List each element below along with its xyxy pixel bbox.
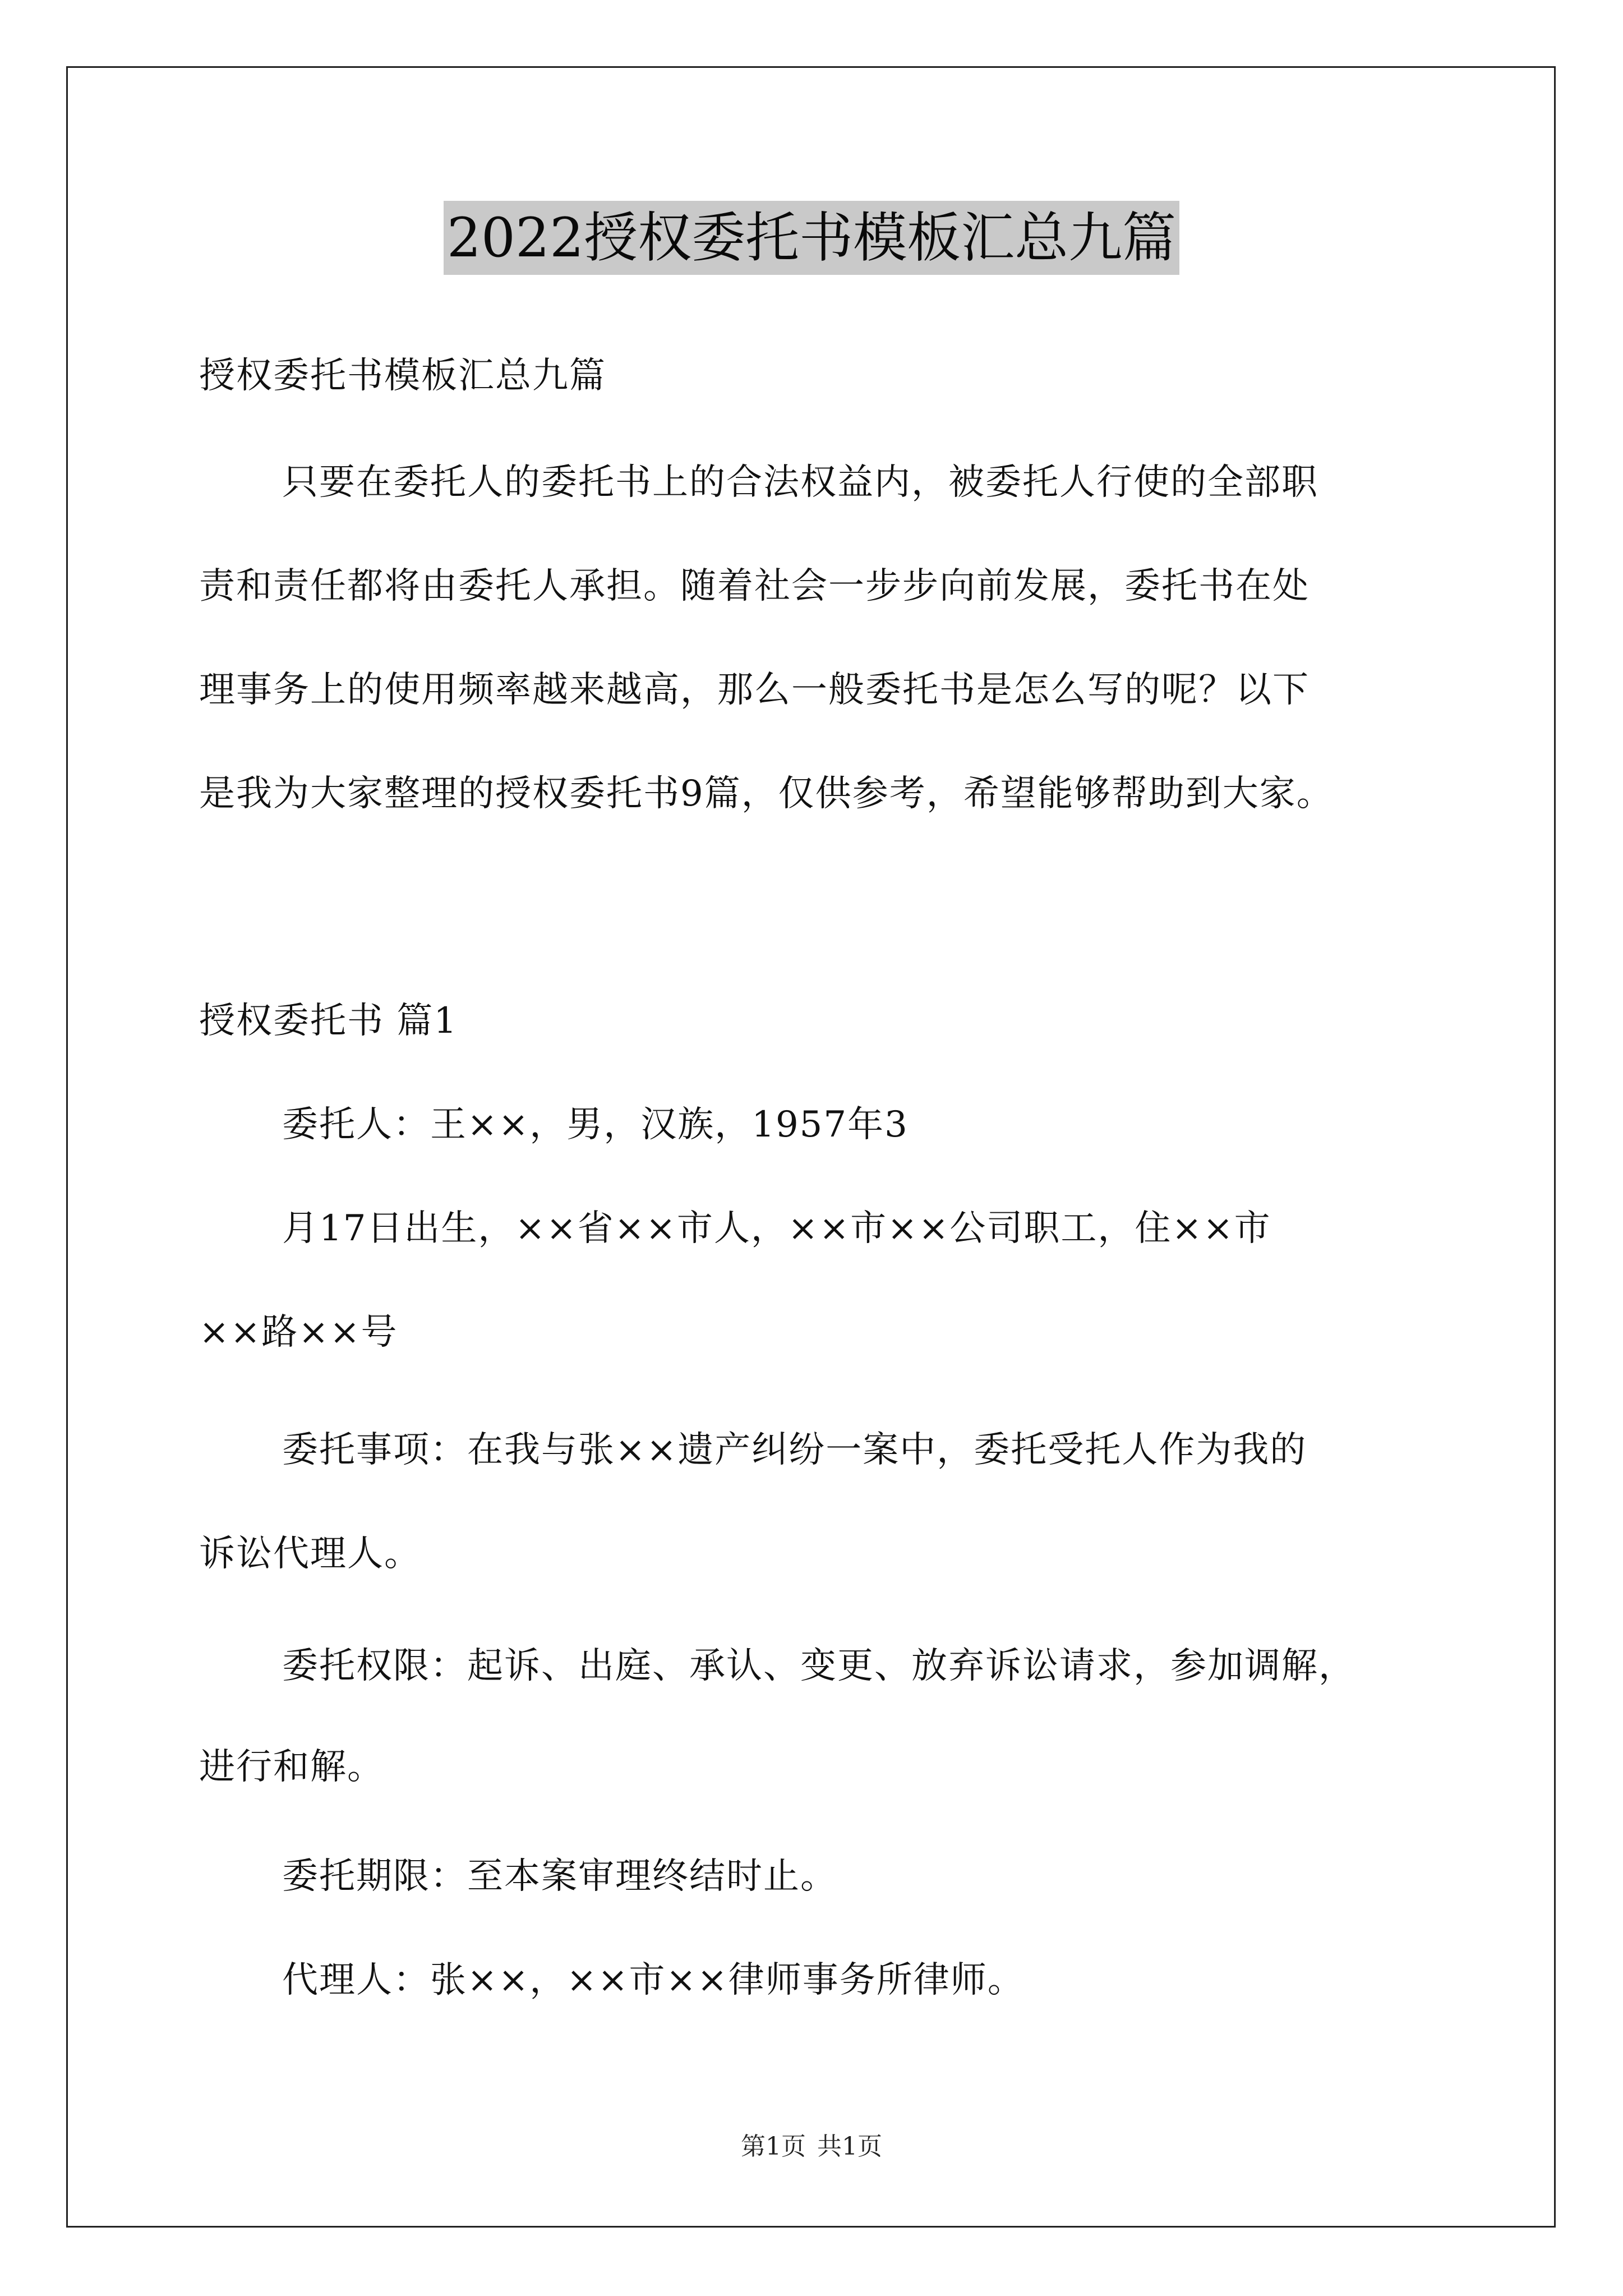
- intro-line-2: 责和责任都将由委托人承担。随着社会一步步向前发展，委托书在处: [199, 565, 1310, 607]
- section-heading: 授权委托书 篇1: [199, 1000, 458, 1042]
- page-footer: 第1页 共1页: [741, 2132, 882, 2161]
- subtitle: 授权委托书模板汇总九篇: [199, 355, 606, 397]
- section-line-6: 委托权限：起诉、出庭、承认、变更、放弃诉讼请求，参加调解，: [282, 1645, 1355, 1687]
- document-title: 2022授权委托书模板汇总九篇: [444, 201, 1179, 275]
- intro-line-4: 是我为大家整理的授权委托书9篇，仅供参考，希望能够帮助到大家。: [199, 773, 1334, 815]
- intro-line-3: 理事务上的使用频率越来越高，那么一般委托书是怎么写的呢？以下: [199, 669, 1310, 711]
- section-line-8: 委托期限：至本案审理终结时止。: [282, 1856, 837, 1897]
- section-line-3: ××路××号: [199, 1312, 398, 1353]
- section-line-9: 代理人：张××，××市××律师事务所律师。: [282, 1959, 1025, 2001]
- intro-line-1: 只要在委托人的委托书上的合法权益内，被委托人行使的全部职: [282, 462, 1318, 503]
- section-line-1: 委托人：王××，男，汉族，1957年3: [282, 1104, 909, 1145]
- section-line-5: 诉讼代理人。: [199, 1533, 421, 1575]
- section-line-2: 月17日出生，××省××市人，××市××公司职工，住××市: [282, 1208, 1271, 1249]
- section-line-4: 委托事项：在我与张××遗产纠纷一案中，委托受托人作为我的: [282, 1429, 1307, 1471]
- section-line-7: 进行和解。: [199, 1746, 384, 1788]
- title-container: [0, 201, 1623, 275]
